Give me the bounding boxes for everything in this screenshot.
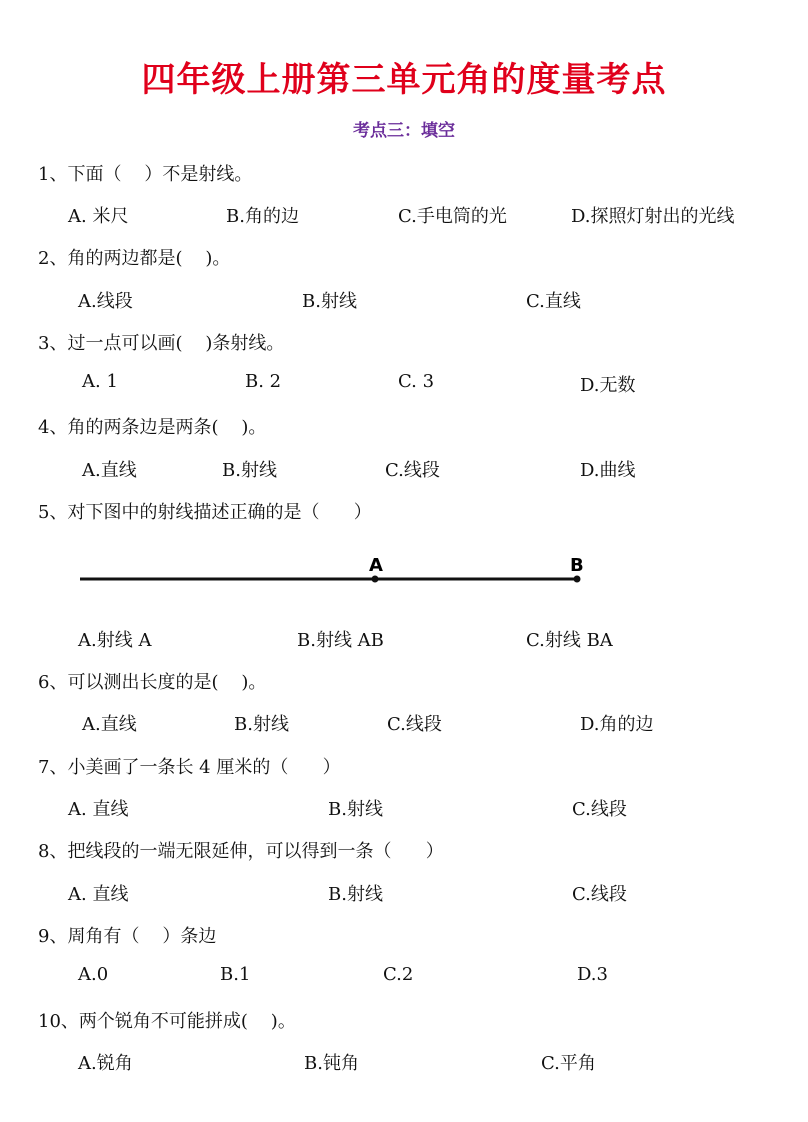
- question-9: 9、周角有（ ）条边: [38, 926, 217, 947]
- section-subtitle: 考点三：填空: [353, 121, 455, 141]
- q2-option-b: B.射线: [302, 291, 357, 312]
- point-b-label: B: [570, 555, 584, 576]
- q8-option-c: C.线段: [572, 884, 627, 905]
- q3-option-c: C. 3: [398, 371, 435, 392]
- ray-diagram: [70, 548, 600, 598]
- q8-option-b: B.射线: [328, 884, 383, 905]
- q4-option-a: A.直线: [82, 460, 137, 481]
- q7-option-b: B.射线: [328, 799, 383, 820]
- point-a-label: A: [369, 555, 383, 576]
- q9-option-d: D.3: [577, 964, 608, 985]
- question-5: 5、对下图中的射线描述正确的是（ ）: [38, 502, 372, 523]
- q2-option-c: C.直线: [526, 291, 581, 312]
- q5-option-c: C.射线 BA: [526, 630, 613, 651]
- q3-option-b: B. 2: [245, 371, 282, 392]
- question-7: 7、小美画了一条长 4 厘米的（ ）: [38, 757, 341, 778]
- q1-option-a: A. 米尺: [68, 206, 129, 227]
- q1-option-c: C.手电筒的光: [398, 206, 507, 227]
- question-4: 4、角的两条边是两条( )。: [38, 417, 267, 438]
- q4-option-b: B.射线: [222, 460, 277, 481]
- point-a-dot: [372, 576, 379, 583]
- question-6: 6、可以测出长度的是( )。: [38, 672, 267, 693]
- q3-option-d: D.无数: [580, 375, 636, 396]
- question-2: 2、角的两边都是( )。: [38, 248, 231, 269]
- q6-option-c: C.线段: [387, 714, 442, 735]
- q6-option-b: B.射线: [234, 714, 289, 735]
- q10-option-c: C.平角: [541, 1053, 596, 1074]
- q10-option-b: B.钝角: [304, 1053, 359, 1074]
- q8-option-a: A. 直线: [68, 884, 129, 905]
- question-1: 1、下面（ ）不是射线。: [38, 164, 253, 185]
- q4-option-c: C.线段: [385, 460, 440, 481]
- point-b-dot: [574, 576, 581, 583]
- page-title: 四年级上册第三单元角的度量考点: [141, 60, 667, 100]
- q10-option-a: A.锐角: [78, 1053, 133, 1074]
- q5-option-a: A.射线 A: [78, 630, 152, 651]
- q9-option-b: B.1: [220, 964, 251, 985]
- q6-option-d: D.角的边: [580, 714, 654, 735]
- q3-option-a: A. 1: [82, 371, 118, 392]
- question-3: 3、过一点可以画( )条射线。: [38, 333, 285, 354]
- q7-option-c: C.线段: [572, 799, 627, 820]
- q4-option-d: D.曲线: [580, 460, 636, 481]
- q7-option-a: A. 直线: [68, 799, 129, 820]
- q9-option-c: C.2: [383, 964, 414, 985]
- q9-option-a: A.0: [78, 964, 109, 985]
- question-8: 8、把线段的一端无限延伸，可以得到一条（ ）: [38, 841, 444, 862]
- q2-option-a: A.线段: [78, 291, 133, 312]
- question-10: 10、两个锐角不可能拼成( )。: [38, 1011, 296, 1032]
- q6-option-a: A.直线: [82, 714, 137, 735]
- q1-option-d: D.探照灯射出的光线: [571, 206, 735, 227]
- q1-option-b: B.角的边: [226, 206, 299, 227]
- q5-option-b: B.射线 AB: [297, 630, 384, 651]
